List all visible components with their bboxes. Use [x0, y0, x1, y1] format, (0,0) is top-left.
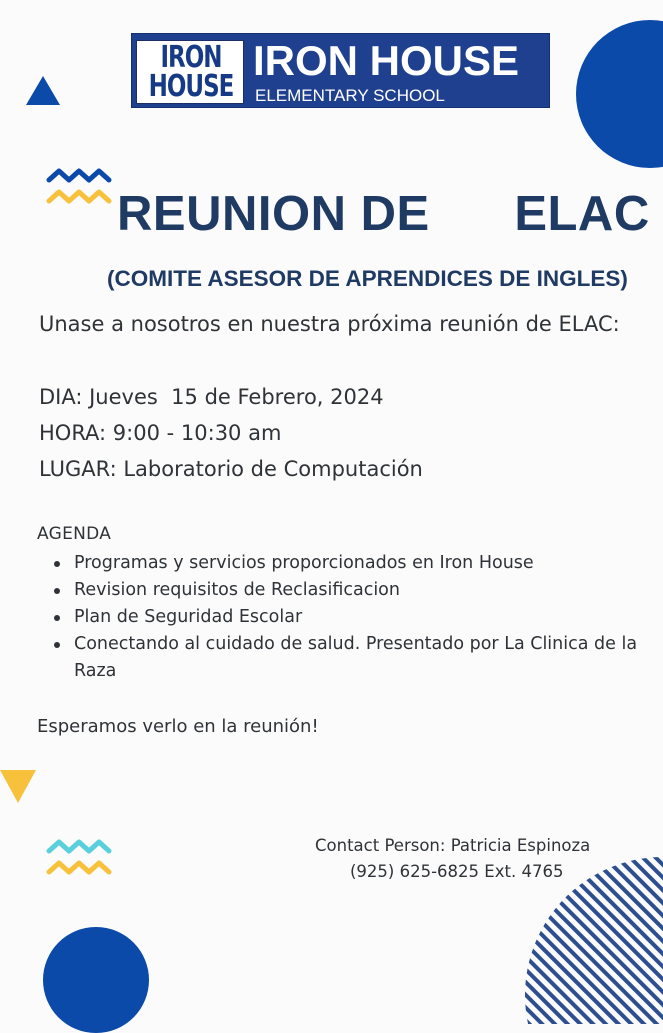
- contact-phone: (925) 625-6825 Ext. 4765: [350, 862, 564, 881]
- contact-person: Contact Person: Patricia Espinoza: [315, 836, 591, 855]
- decorative-circle-top-right: [576, 20, 663, 168]
- wave-icon-bottom: [46, 838, 112, 880]
- agenda-item: Revision requisitos de Reclasificacion: [50, 577, 650, 604]
- decorative-circle-bottom-left: [43, 927, 149, 1033]
- wave-icon-title: [46, 167, 112, 209]
- closing-text: Esperamos verlo en la reunión!: [37, 716, 319, 737]
- agenda-list: [50, 550, 650, 685]
- blue-triangle-icon: [26, 76, 60, 105]
- logo-word-bottom: HOUSE: [148, 70, 234, 104]
- meeting-place: LUGAR: Laboratorio de Computación: [39, 457, 423, 481]
- agenda-item: Plan de Seguridad Escolar: [50, 604, 650, 631]
- agenda-item: Programas y servicios proporcionados en Iron House: [50, 550, 650, 577]
- page-subtitle: (COMITE ASESOR DE APRENDICES DE INGLES): [107, 266, 628, 291]
- yellow-triangle-icon: [0, 770, 36, 803]
- intro-text: Unase a nosotros en nuestra próxima reunión de ELAC:: [39, 312, 620, 336]
- agenda-heading: AGENDA: [37, 524, 112, 544]
- agenda-item: Conectando al cuidado de salud. Presentado por La Clinica de la Raza: [50, 631, 650, 685]
- meeting-day: DIA: Jueves 15 de Febrero, 2024: [39, 385, 384, 409]
- page-title: REUNION DE ELAC: [117, 187, 650, 241]
- school-logo: [136, 40, 244, 104]
- school-subtitle: ELEMENTARY SCHOOL: [255, 86, 445, 105]
- school-header-banner: [131, 33, 550, 108]
- logo-word-top: IRON: [160, 41, 222, 75]
- meeting-time: HORA: 9:00 - 10:30 am: [39, 421, 282, 445]
- school-name: IRON HOUSE: [253, 37, 520, 84]
